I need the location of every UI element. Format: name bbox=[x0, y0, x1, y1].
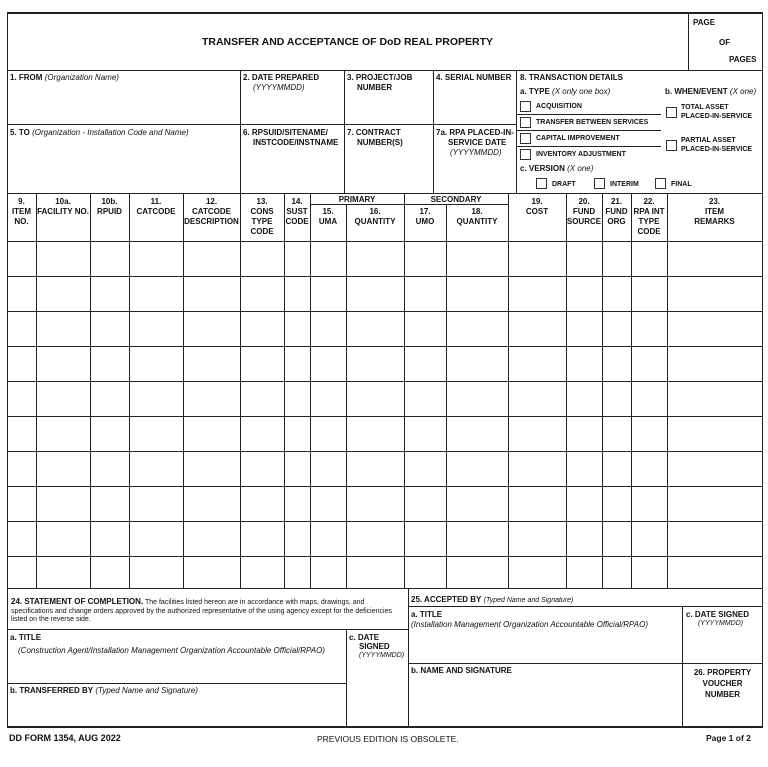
form-title: TRANSFER AND ACCEPTANCE OF DoD REAL PROPERTY bbox=[201, 36, 494, 48]
page-number: Page 1 of 2 bbox=[706, 733, 751, 743]
serial-number-field[interactable]: 4. SERIAL NUMBER bbox=[436, 73, 512, 82]
capital-improvement-label: CAPITAL IMPROVEMENT bbox=[536, 135, 620, 142]
table-row[interactable] bbox=[8, 557, 762, 588]
col-cons-type-code: 13. CONS TYPE CODE bbox=[250, 197, 274, 236]
col-cost: 19. COST bbox=[525, 197, 549, 216]
total-asset-checkbox[interactable] bbox=[666, 107, 677, 118]
table-row[interactable] bbox=[8, 487, 762, 521]
rpa-placed-in-service-field[interactable]: 7a. RPA PLACED-IN- SERVICE DATE (YYYYMMDD) bbox=[436, 128, 514, 157]
table-row[interactable] bbox=[8, 417, 762, 451]
from-field[interactable]: 1. FROM (Organization Name) bbox=[10, 73, 119, 82]
version-label: c. VERSION (X one) bbox=[520, 164, 594, 173]
col-item-no: 9. ITEM NO. bbox=[11, 197, 32, 226]
frame-right bbox=[762, 12, 763, 727]
partial-asset-checkbox[interactable] bbox=[666, 140, 677, 151]
left-date-signed-field[interactable]: c. DATE SIGNED (YYYYMMDD) bbox=[349, 633, 405, 659]
final-checkbox[interactable] bbox=[655, 178, 666, 189]
acquisition-checkbox[interactable] bbox=[520, 101, 531, 112]
table-row[interactable] bbox=[8, 522, 762, 556]
transfer-between-services-checkbox[interactable] bbox=[520, 117, 531, 128]
transferred-by-field[interactable]: b. TRANSFERRED BY (Typed Name and Signature) bbox=[10, 686, 198, 695]
right-date-signed-field[interactable]: c. DATE SIGNED (YYYYMMDD) bbox=[686, 610, 749, 627]
when-event-label: b. WHEN/EVENT (X one) bbox=[665, 87, 757, 96]
col-rpuid: 10b. RPUID bbox=[97, 197, 122, 216]
draft-label: DRAFT bbox=[552, 181, 576, 188]
col-rpa-int-type-code: 22. RPA INT TYPE CODE bbox=[633, 197, 665, 236]
edition-note: PREVIOUS EDITION IS OBSOLETE. bbox=[317, 734, 459, 744]
table-row[interactable] bbox=[8, 382, 762, 416]
inventory-adjustment-checkbox[interactable] bbox=[520, 149, 531, 160]
statement-of-completion: 24. STATEMENT OF COMPLETION. The facilities listed hereon are in accordance with maps, drawings, and specifications and change orders approved by the authorized representative of the using agency except for the deficiencies listed on the reverse side. bbox=[11, 597, 392, 623]
table-row[interactable] bbox=[8, 242, 762, 276]
table-row[interactable] bbox=[8, 452, 762, 486]
col-facility-no: 10a. FACILITY NO. bbox=[37, 197, 89, 216]
table-row[interactable] bbox=[8, 347, 762, 381]
col-group-primary: PRIMARY bbox=[338, 195, 376, 204]
col-item-remarks: 23. ITEM REMARKS bbox=[694, 197, 735, 226]
frame-top bbox=[7, 12, 763, 14]
page-label: PAGE bbox=[693, 18, 716, 27]
col-fund-source: 20. FUND SOURCE bbox=[566, 197, 602, 226]
property-voucher-number-field[interactable]: 26. PROPERTY VOUCHER NUMBER bbox=[693, 668, 752, 699]
col-umo: 17. UMO bbox=[415, 207, 435, 226]
right-title-field[interactable]: a. TITLE (Installation Management Organization Accountable Official/RPAO) bbox=[411, 610, 649, 629]
rpsuid-field[interactable]: 6. RPSUID/SITENAME/ INSTCODE/INSTNAME bbox=[243, 128, 339, 147]
transaction-details-label: 8. TRANSACTION DETAILS bbox=[520, 73, 623, 82]
col-uma: 15. UMA bbox=[318, 207, 338, 226]
name-and-signature-field[interactable]: b. NAME AND SIGNATURE bbox=[411, 666, 512, 675]
date-prepared-field[interactable]: 2. DATE PREPARED (YYYYMMDD) bbox=[243, 73, 320, 92]
accepted-by-label: 25. ACCEPTED BY (Typed Name and Signature) bbox=[411, 595, 574, 604]
of-label: OF bbox=[719, 38, 731, 47]
interim-label: INTERIM bbox=[610, 181, 639, 188]
col-catcode-description: 12. CATCODE DESCRIPTION bbox=[184, 197, 239, 226]
table-row[interactable] bbox=[8, 277, 762, 311]
col-fund-org: 21. FUND ORG bbox=[605, 197, 628, 226]
partial-asset-label: PARTIAL ASSET PLACED-IN-SERVICE bbox=[681, 137, 753, 153]
pages-label: PAGES bbox=[729, 55, 757, 64]
form-number: DD FORM 1354, AUG 2022 bbox=[9, 733, 121, 743]
capital-improvement-checkbox[interactable] bbox=[520, 133, 531, 144]
draft-checkbox[interactable] bbox=[536, 178, 547, 189]
col-primary-quantity: 16. QUANTITY bbox=[354, 207, 396, 226]
inventory-adjustment-label: INVENTORY ADJUSTMENT bbox=[536, 151, 626, 158]
table-row[interactable] bbox=[8, 312, 762, 346]
total-asset-label: TOTAL ASSET PLACED-IN-SERVICE bbox=[681, 104, 753, 120]
transfer-between-services-label: TRANSFER BETWEEN SERVICES bbox=[536, 119, 649, 126]
left-title-field[interactable]: a. TITLE (Construction Agent/Installation Management Organization Accountable Official/RPAO) bbox=[10, 633, 325, 655]
contract-number-field[interactable]: 7. CONTRACT NUMBER(S) bbox=[347, 128, 403, 147]
interim-checkbox[interactable] bbox=[594, 178, 605, 189]
type-label: a. TYPE (X only one box) bbox=[520, 87, 611, 96]
acquisition-label: ACQUISITION bbox=[536, 103, 582, 110]
header-divider bbox=[7, 70, 763, 71]
final-label: FINAL bbox=[671, 181, 692, 188]
col-sust-code: 14. SUST CODE bbox=[285, 197, 309, 226]
col-group-secondary: SECONDARY bbox=[430, 195, 482, 204]
col-secondary-quantity: 18. QUANTITY bbox=[456, 207, 498, 226]
frame-bottom bbox=[7, 726, 763, 728]
page-box-divider bbox=[688, 12, 689, 70]
project-job-field[interactable]: 3. PROJECT/JOB NUMBER bbox=[347, 73, 413, 92]
to-field[interactable]: 5. TO (Organization - Installation Code and Name) bbox=[10, 128, 189, 137]
col-catcode: 11. CATCODE bbox=[136, 197, 176, 216]
